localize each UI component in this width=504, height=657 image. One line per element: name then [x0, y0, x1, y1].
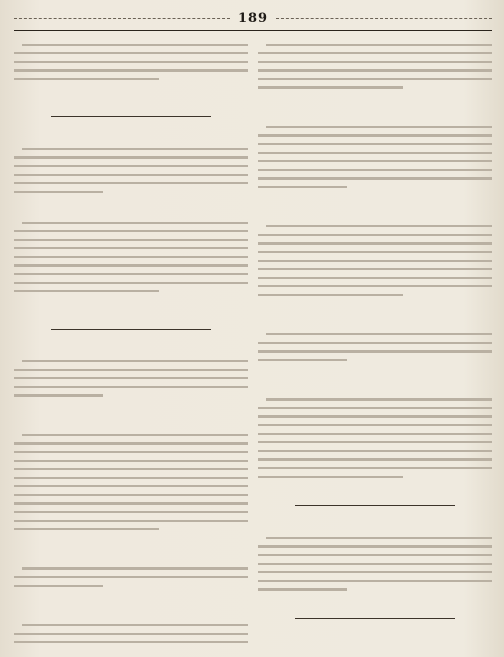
text-line [258, 69, 492, 71]
text-line [258, 277, 492, 279]
notice [14, 138, 248, 208]
notice-date [14, 299, 248, 308]
text-line [258, 52, 492, 54]
text-line [14, 239, 248, 241]
text-placeholder-lines [14, 360, 248, 397]
section-rule [51, 116, 210, 117]
text-placeholder-lines [14, 44, 248, 81]
text-placeholder-lines [258, 44, 492, 89]
text-line [14, 377, 248, 379]
notice [258, 640, 492, 646]
text-line [258, 467, 492, 469]
notice-text [14, 558, 248, 567]
text-line [14, 511, 248, 513]
signature [258, 104, 492, 113]
page-number: 189 [237, 10, 269, 26]
page-header [14, 6, 492, 31]
text-line [14, 442, 248, 444]
notice [258, 216, 492, 320]
text-line [258, 441, 492, 443]
text-line [14, 460, 248, 462]
notice-date [14, 403, 248, 412]
signature [258, 311, 492, 320]
text-placeholder-lines [258, 333, 492, 361]
text-placeholder-lines [14, 222, 248, 293]
notice [258, 324, 492, 385]
text-line [266, 126, 492, 128]
text-line [14, 247, 248, 249]
notice-text [258, 640, 492, 646]
text-line [14, 290, 159, 292]
text-line [14, 468, 248, 470]
text-line [14, 264, 248, 266]
text-line [22, 222, 248, 224]
text-line [14, 69, 248, 71]
text-line [22, 44, 248, 46]
section-rule [295, 618, 454, 619]
text-line [266, 398, 492, 400]
text-line [258, 152, 492, 154]
notice [258, 389, 492, 502]
notice-text [258, 216, 492, 225]
text-line [14, 52, 248, 54]
text-line [258, 134, 492, 136]
text-placeholder-lines [14, 624, 248, 646]
text-line [258, 268, 492, 270]
text-line [22, 567, 248, 569]
signature [14, 412, 248, 421]
notice-date [258, 302, 492, 311]
notice-date [258, 368, 492, 377]
text-line [14, 282, 248, 284]
text-line [258, 234, 492, 236]
text-line [14, 386, 248, 388]
section-heading [14, 335, 248, 347]
text-line [22, 624, 248, 626]
text-line [258, 433, 492, 435]
header-rule-right [276, 18, 492, 19]
text-placeholder-lines [258, 537, 492, 591]
text-line [266, 225, 492, 227]
signature [258, 606, 492, 615]
text-line [258, 143, 492, 145]
text-line [14, 451, 248, 453]
notice-date [258, 194, 492, 203]
text-line [258, 160, 492, 162]
text-line [266, 44, 492, 46]
text-line [258, 169, 492, 171]
text-line [14, 230, 248, 232]
text-line [14, 182, 248, 184]
notice-date [258, 484, 492, 493]
text-placeholder-lines [258, 398, 492, 477]
text-line [258, 415, 492, 417]
text-placeholder-lines [258, 126, 492, 188]
text-line [258, 294, 403, 296]
text-line [14, 61, 248, 63]
notice-text [14, 424, 248, 433]
notice-date [14, 199, 248, 208]
text-placeholder-lines [14, 148, 248, 193]
notice-text [14, 351, 248, 360]
section-rule [295, 505, 454, 506]
notice-date [258, 597, 492, 606]
notice [258, 527, 492, 614]
text-line [14, 174, 248, 176]
text-line [258, 571, 492, 573]
text-line [14, 641, 248, 643]
text-line [258, 350, 492, 352]
text-line [258, 342, 492, 344]
text-line [14, 585, 103, 587]
notice-date [258, 95, 492, 104]
text-line [14, 528, 159, 530]
text-placeholder-lines [14, 434, 248, 531]
text-line [14, 485, 248, 487]
section-rule [51, 329, 210, 330]
signature [258, 376, 492, 385]
notice [14, 351, 248, 421]
notice-date [14, 537, 248, 546]
signature [258, 493, 492, 502]
text-line [258, 458, 492, 460]
notice-text [14, 212, 248, 221]
text-line [258, 588, 347, 590]
notice-text [258, 527, 492, 536]
notice [14, 34, 248, 112]
text-line [258, 285, 492, 287]
text-line [258, 78, 492, 80]
signature [14, 307, 248, 316]
text-line [22, 148, 248, 150]
text-line [258, 424, 492, 426]
section-heading [258, 624, 492, 636]
text-line [14, 165, 248, 167]
text-line [258, 359, 347, 361]
notice-date [14, 86, 248, 95]
text-line [258, 61, 492, 63]
notice-text [14, 138, 248, 147]
section-heading [14, 122, 248, 134]
text-line [14, 576, 248, 578]
signature [14, 545, 248, 554]
text-line [258, 177, 492, 179]
notice-text [258, 116, 492, 125]
notice-text [258, 324, 492, 333]
text-line [22, 360, 248, 362]
notice [14, 558, 248, 611]
text-line [258, 251, 492, 253]
notice [14, 212, 248, 325]
text-line [258, 545, 492, 547]
notice-text [14, 614, 248, 623]
text-line [266, 537, 492, 539]
notice [14, 614, 248, 646]
text-line [14, 256, 248, 258]
text-line [22, 434, 248, 436]
text-line [258, 563, 492, 565]
notice-text [258, 389, 492, 398]
notice [14, 424, 248, 554]
signature [14, 316, 248, 325]
text-line [14, 369, 248, 371]
text-line [258, 86, 403, 88]
notice-date [14, 593, 248, 602]
text-line [14, 273, 248, 275]
left-column [14, 34, 248, 646]
signature [14, 104, 248, 113]
signature [14, 95, 248, 104]
signature [14, 602, 248, 611]
notice-text [14, 34, 248, 43]
text-line [266, 333, 492, 335]
notice [258, 34, 492, 112]
text-placeholder-lines [258, 225, 492, 296]
text-line [14, 156, 248, 158]
text-line [258, 476, 403, 478]
text-line [258, 450, 492, 452]
text-line [14, 477, 248, 479]
text-line [258, 407, 492, 409]
text-line [258, 580, 492, 582]
text-line [14, 191, 103, 193]
notice [258, 116, 492, 211]
text-line [258, 260, 492, 262]
section-heading [258, 511, 492, 523]
text-line [14, 394, 103, 396]
header-rule-left [14, 18, 230, 19]
text-line [258, 554, 492, 556]
notice-text [258, 34, 492, 43]
right-column [258, 34, 492, 646]
text-line [14, 502, 248, 504]
text-line [14, 494, 248, 496]
signature [258, 203, 492, 212]
text-placeholder-lines [14, 567, 248, 586]
text-line [14, 78, 159, 80]
text-line [258, 186, 347, 188]
text-line [14, 520, 248, 522]
text-line [258, 242, 492, 244]
text-line [14, 633, 248, 635]
columns [14, 34, 492, 646]
